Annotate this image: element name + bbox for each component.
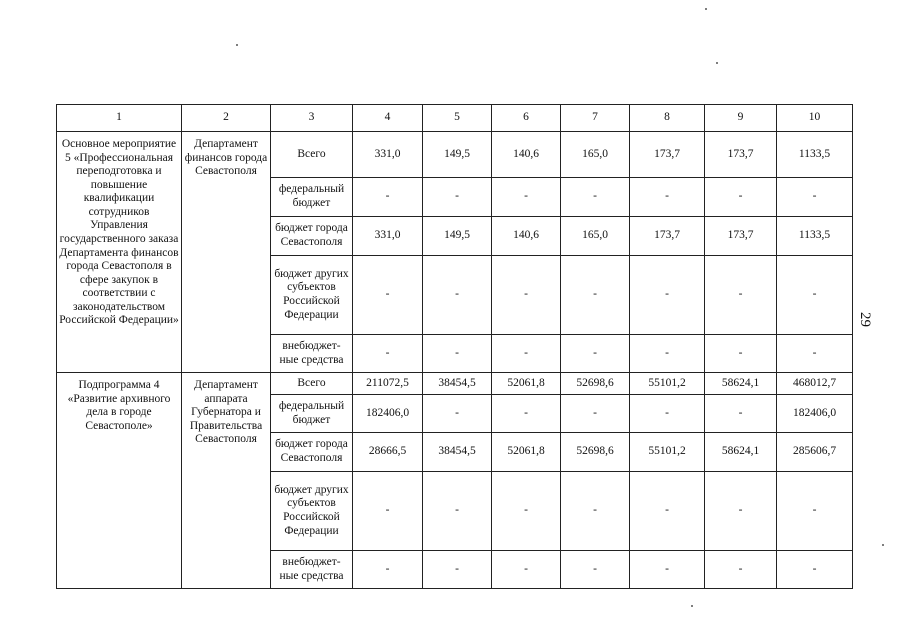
column-header: 6: [492, 105, 561, 132]
value-cell: 173,7: [705, 217, 777, 256]
value-cell: -: [705, 472, 777, 551]
value-cell: 182406,0: [353, 395, 423, 433]
value-cell: -: [423, 395, 492, 433]
scan-speck: [705, 8, 707, 10]
funding-source-cell: бюджет других субъектов Российской Федерации: [271, 472, 353, 551]
value-cell: -: [561, 472, 630, 551]
scan-speck: [236, 44, 238, 46]
value-cell: 52698,6: [561, 373, 630, 395]
value-cell: -: [705, 395, 777, 433]
value-cell: -: [492, 178, 561, 217]
value-cell: 28666,5: [353, 433, 423, 472]
value-cell: -: [705, 256, 777, 335]
scan-speck: [691, 605, 693, 607]
value-cell: -: [630, 395, 705, 433]
value-cell: 211072,5: [353, 373, 423, 395]
column-header: 10: [777, 105, 853, 132]
value-cell: 58624,1: [705, 433, 777, 472]
scan-speck: [716, 62, 718, 64]
value-cell: -: [423, 335, 492, 373]
value-cell: -: [353, 551, 423, 589]
column-header: 3: [271, 105, 353, 132]
column-header: 7: [561, 105, 630, 132]
value-cell: 52698,6: [561, 433, 630, 472]
value-cell: 173,7: [630, 217, 705, 256]
column-header: 1: [57, 105, 182, 132]
value-cell: 165,0: [561, 217, 630, 256]
value-cell: -: [423, 178, 492, 217]
table-row: [57, 373, 853, 395]
value-cell: 55101,2: [630, 373, 705, 395]
program-name-cell: Основное мероприятие 5 «Профессиональная переподготовка и повышение квалификации сотрудников Управления государственного заказа Департамента финансов города Севастополя в сфере закупок в соответствии с законодательством Российской Федерации»: [57, 132, 182, 373]
value-cell: -: [492, 256, 561, 335]
value-cell: -: [777, 256, 853, 335]
value-cell: 173,7: [630, 132, 705, 178]
funding-source-cell: Всего: [271, 132, 353, 178]
value-cell: -: [423, 551, 492, 589]
scan-speck: [882, 544, 884, 546]
program-name-cell: Подпрограмма 4 «Развитие архивного дела в городе Севастополе»: [57, 373, 182, 589]
page-number: 29: [857, 312, 873, 327]
value-cell: -: [561, 395, 630, 433]
value-cell: -: [353, 335, 423, 373]
value-cell: 38454,5: [423, 433, 492, 472]
value-cell: -: [777, 472, 853, 551]
value-cell: 173,7: [705, 132, 777, 178]
funding-source-cell: федеральный бюджет: [271, 395, 353, 433]
funding-source-cell: федеральный бюджет: [271, 178, 353, 217]
value-cell: -: [423, 472, 492, 551]
value-cell: -: [777, 551, 853, 589]
value-cell: 140,6: [492, 217, 561, 256]
value-cell: 55101,2: [630, 433, 705, 472]
value-cell: 165,0: [561, 132, 630, 178]
value-cell: -: [630, 472, 705, 551]
value-cell: -: [705, 551, 777, 589]
value-cell: 140,6: [492, 132, 561, 178]
value-cell: 58624,1: [705, 373, 777, 395]
value-cell: 52061,8: [492, 433, 561, 472]
value-cell: 149,5: [423, 132, 492, 178]
value-cell: -: [630, 335, 705, 373]
column-header: 4: [353, 105, 423, 132]
value-cell: 331,0: [353, 217, 423, 256]
value-cell: -: [777, 178, 853, 217]
value-cell: -: [353, 472, 423, 551]
value-cell: -: [777, 335, 853, 373]
header-row: [57, 105, 853, 132]
value-cell: -: [492, 472, 561, 551]
funding-source-cell: бюджет других субъектов Российской Федерации: [271, 256, 353, 335]
executor-cell: Департамент аппарата Губернатора и Правительства Севастополя: [182, 373, 271, 589]
funding-source-cell: Всего: [271, 373, 353, 395]
value-cell: 1133,5: [777, 217, 853, 256]
funding-source-cell: бюджет города Севастополя: [271, 217, 353, 256]
column-header: 5: [423, 105, 492, 132]
value-cell: -: [492, 551, 561, 589]
funding-source-cell: внебюджет-ные средства: [271, 335, 353, 373]
value-cell: -: [561, 551, 630, 589]
value-cell: -: [492, 395, 561, 433]
value-cell: -: [630, 178, 705, 217]
value-cell: -: [561, 178, 630, 217]
value-cell: -: [492, 335, 561, 373]
value-cell: -: [705, 178, 777, 217]
value-cell: 285606,7: [777, 433, 853, 472]
value-cell: -: [353, 178, 423, 217]
value-cell: 1133,5: [777, 132, 853, 178]
value-cell: -: [353, 256, 423, 335]
table-row: [57, 132, 853, 178]
value-cell: 331,0: [353, 132, 423, 178]
value-cell: -: [423, 256, 492, 335]
value-cell: 468012,7: [777, 373, 853, 395]
value-cell: -: [561, 335, 630, 373]
funding-source-cell: бюджет города Севастополя: [271, 433, 353, 472]
value-cell: -: [630, 256, 705, 335]
value-cell: -: [561, 256, 630, 335]
funding-source-cell: внебюджет-ные средства: [271, 551, 353, 589]
value-cell: 38454,5: [423, 373, 492, 395]
value-cell: 182406,0: [777, 395, 853, 433]
value-cell: 149,5: [423, 217, 492, 256]
value-cell: -: [630, 551, 705, 589]
column-header: 8: [630, 105, 705, 132]
column-header: 2: [182, 105, 271, 132]
value-cell: 52061,8: [492, 373, 561, 395]
executor-cell: Департамент финансов города Севастополя: [182, 132, 271, 373]
budget-table: [56, 104, 853, 589]
column-header: 9: [705, 105, 777, 132]
value-cell: -: [705, 335, 777, 373]
